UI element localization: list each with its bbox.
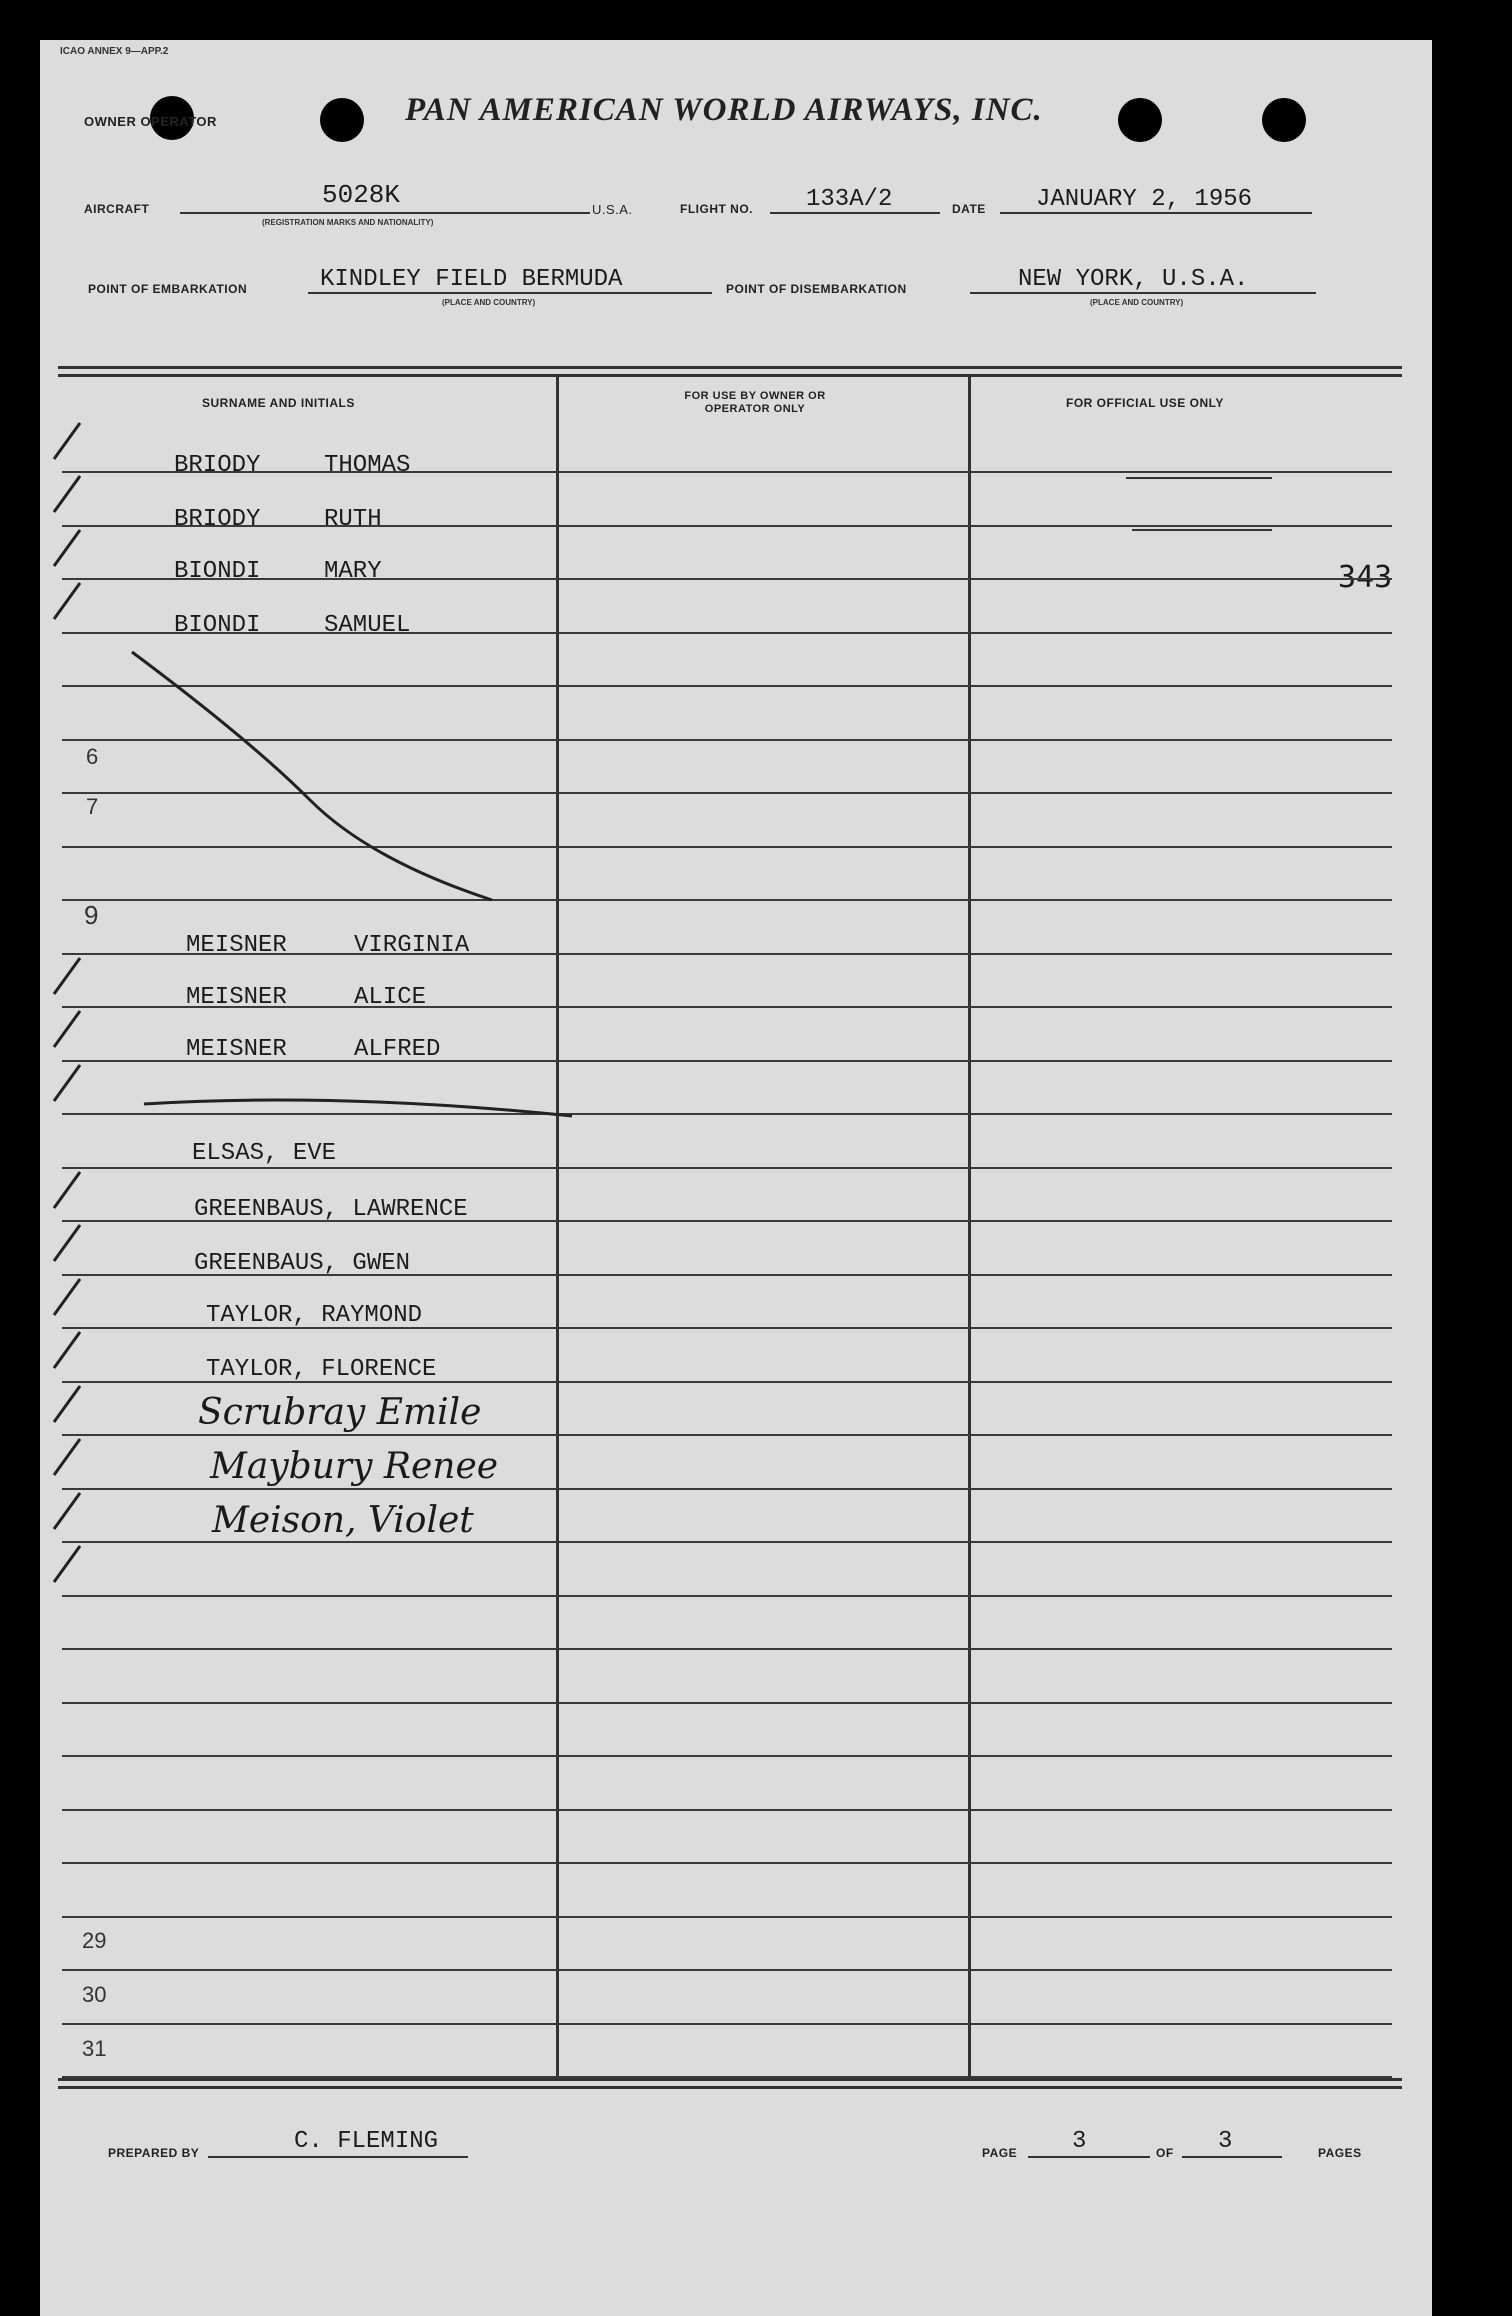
passenger-given: ALICE — [354, 984, 427, 1011]
embark-label: POINT OF EMBARKATION — [88, 282, 248, 296]
passenger-name: GREENBAUS, LAWRENCE — [194, 1196, 468, 1223]
passenger-given: THOMAS — [324, 452, 411, 479]
passenger-given: MARY — [324, 558, 382, 585]
passenger-surname: BIONDI — [174, 558, 261, 585]
passenger-surname: BRIODY — [174, 452, 261, 479]
flight-label: FLIGHT NO. — [680, 202, 753, 216]
pages-label: PAGES — [1318, 2146, 1362, 2160]
page-rule — [1028, 2156, 1150, 2158]
flight-value: 133A/2 — [806, 186, 893, 213]
column-header-surname: SURNAME AND INITIALS — [202, 396, 355, 410]
row-number: 30 — [82, 1982, 107, 2007]
passenger-surname: BIONDI — [174, 612, 261, 639]
passenger-name: GREENBAUS, GWEN — [194, 1250, 411, 1277]
of-label: OF — [1156, 2146, 1174, 2160]
aircraft-label: AIRCRAFT — [84, 202, 150, 216]
disembark-label: POINT OF DISEMBARKATION — [726, 282, 907, 296]
check-mark — [54, 1279, 80, 1315]
check-mark — [54, 530, 80, 566]
of-value: 3 — [1218, 2128, 1233, 2155]
aircraft-value: 5028K — [322, 180, 401, 210]
check-mark — [54, 423, 80, 459]
passenger-surname: MEISNER — [186, 932, 287, 959]
strike-line — [132, 652, 492, 900]
place-note-disembark: (PLACE AND COUNTRY) — [1090, 298, 1184, 307]
check-mark — [54, 1011, 80, 1047]
row-number: 7 — [86, 794, 99, 819]
disembark-value: NEW YORK, U.S.A. — [1018, 266, 1249, 293]
embark-value: KINDLEY FIELD BERMUDA — [320, 266, 623, 293]
passenger-surname: MEISNER — [186, 1036, 287, 1063]
check-mark — [54, 583, 80, 619]
prepared-by-rule — [208, 2156, 468, 2158]
check-mark — [54, 1225, 80, 1261]
prepared-by-value: C. FLEMING — [294, 2128, 439, 2155]
manifest-page — [40, 40, 1432, 2316]
annex-label: ICAO ANNEX 9—APP.2 — [60, 46, 169, 57]
prepared-by-label: PREPARED BY — [108, 2146, 200, 2160]
check-mark — [54, 1493, 80, 1529]
owner-operator-label: OWNER OPERATOR — [84, 114, 217, 129]
check-mark — [54, 1065, 80, 1101]
passenger-given: ALFRED — [354, 1036, 441, 1063]
row-number: 31 — [82, 2036, 107, 2061]
row-number: 9 — [84, 900, 99, 930]
page-label: PAGE — [982, 2146, 1018, 2160]
passenger-name: TAYLOR, RAYMOND — [206, 1302, 423, 1329]
of-rule — [1182, 2156, 1282, 2158]
handwritten-name: Meison, Violet — [212, 1500, 474, 1541]
row-rules — [40, 40, 1432, 2316]
row-number: 6 — [86, 744, 99, 769]
check-mark — [54, 1172, 80, 1208]
check-mark — [54, 1439, 80, 1475]
passenger-given: SAMUEL — [324, 612, 411, 639]
check-mark — [54, 1332, 80, 1368]
passenger-given: VIRGINIA — [354, 932, 470, 959]
column-header-owner-use: FOR USE BY OWNER OR OPERATOR ONLY — [684, 390, 826, 415]
passenger-surname: MEISNER — [186, 984, 287, 1011]
column-header-official-use: FOR OFFICIAL USE ONLY — [1066, 396, 1224, 410]
row-number: 29 — [82, 1928, 107, 1953]
page-value: 3 — [1072, 2128, 1087, 2155]
handwritten-name: Scrubray Emile — [198, 1392, 482, 1433]
check-mark — [54, 476, 80, 512]
passenger-surname: BRIODY — [174, 506, 261, 533]
passenger-name: TAYLOR, FLORENCE — [206, 1356, 437, 1383]
passenger-name: ELSAS, EVE — [192, 1140, 337, 1167]
check-mark — [54, 958, 80, 994]
company-name: PAN AMERICAN WORLD AIRWAYS, INC. — [405, 92, 1043, 128]
date-value: JANUARY 2, 1956 — [1036, 186, 1253, 213]
side-number: 343 — [1338, 560, 1393, 595]
check-mark — [54, 1386, 80, 1422]
registration-note: (REGISTRATION MARKS AND NATIONALITY) — [262, 218, 434, 227]
date-label: DATE — [952, 202, 986, 216]
passenger-given: RUTH — [324, 506, 382, 533]
place-note-embark: (PLACE AND COUNTRY) — [442, 298, 536, 307]
check-mark — [54, 1546, 80, 1582]
usa-label: U.S.A. — [592, 202, 633, 217]
handwritten-name: Maybury Renee — [210, 1446, 499, 1487]
